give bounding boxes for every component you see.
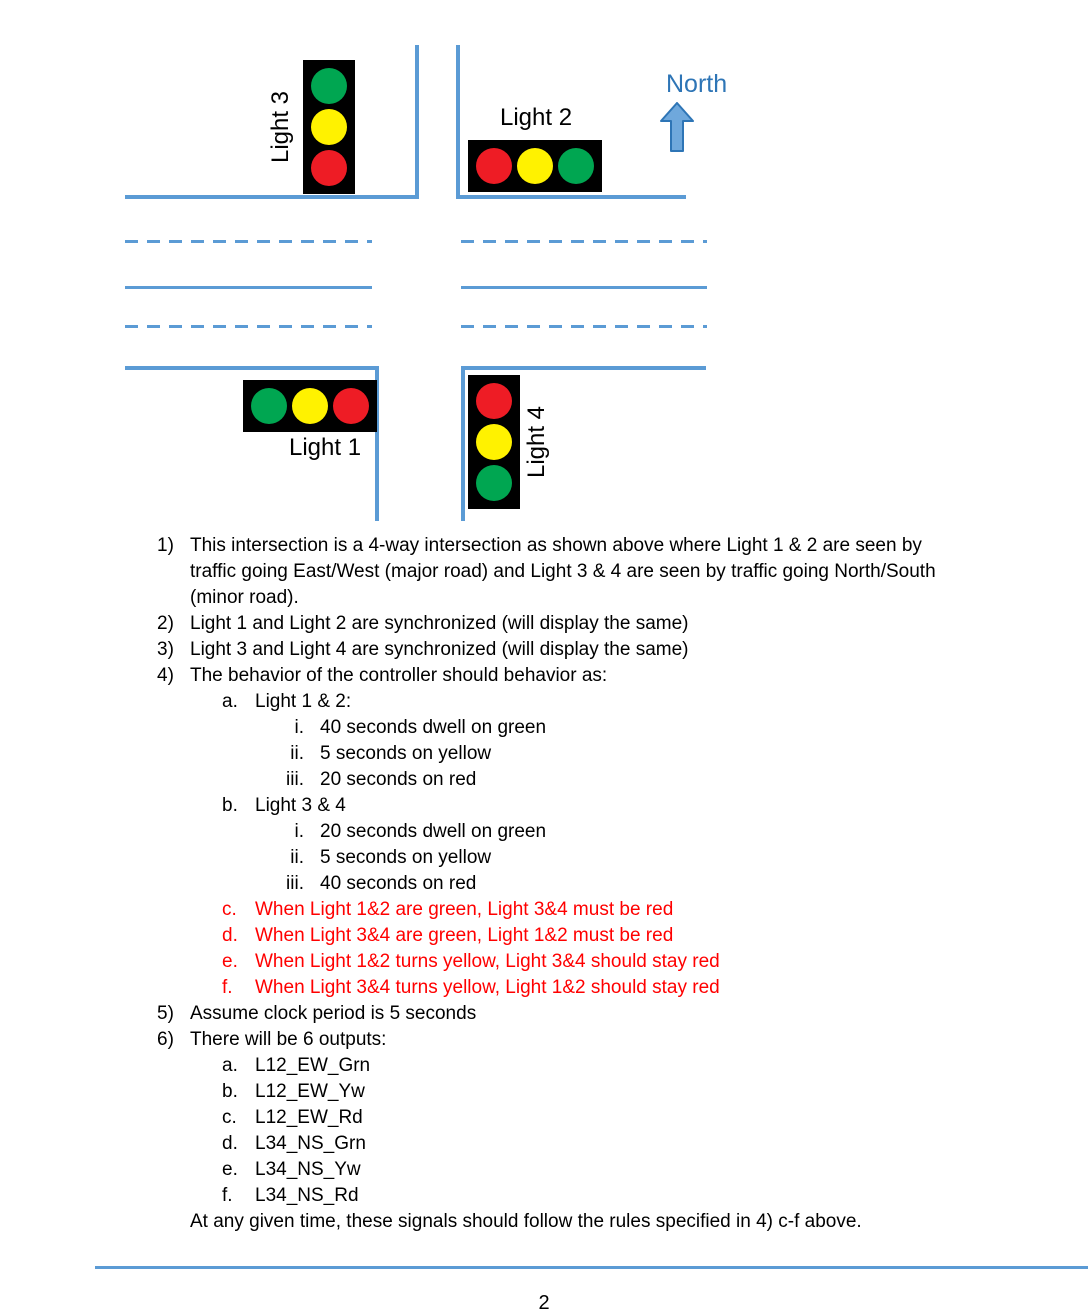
yellow-bulb	[517, 148, 553, 184]
green-bulb	[558, 148, 594, 184]
closing-note: At any given time, these signals should follow the rules specified in 4) c-f above.	[190, 1211, 862, 1232]
traffic-light-3	[303, 60, 355, 194]
list-marker: 5)	[157, 1003, 174, 1024]
list-text: L12_EW_Grn	[255, 1055, 371, 1076]
list-text: Assume clock period is 5 seconds	[190, 1003, 477, 1024]
list-text: Light 3 & 4	[255, 795, 346, 816]
page-number: 2	[538, 1292, 550, 1314]
output-item-d	[0, 1131, 960, 1157]
red-bulb	[311, 150, 347, 186]
list-text: 40 seconds on red	[320, 873, 477, 894]
list-marker: e.	[222, 951, 238, 972]
traffic-light-4	[468, 375, 520, 509]
list-item-4c-rule	[0, 897, 960, 923]
output-item-f	[0, 1183, 960, 1209]
list-marker: 4)	[157, 665, 174, 686]
road-edge-top-horizontal-right	[456, 195, 686, 199]
light4-label	[522, 375, 552, 509]
list-marker: 2)	[157, 613, 174, 634]
road-edge-bottom-vertical-right	[461, 366, 465, 521]
list-item-4b-ii	[0, 845, 960, 871]
list-item-4f-rule	[0, 975, 960, 1001]
list-text: The behavior of the controller should behavior as:	[190, 665, 608, 686]
list-item-4b	[0, 793, 960, 819]
list-marker: 3)	[157, 639, 174, 660]
list-marker: ii.	[290, 743, 304, 764]
lane-divider-dashed-upper-right	[461, 240, 707, 243]
north-arrow-icon	[660, 102, 694, 152]
list-item-4a-iii	[0, 767, 960, 793]
list-text: Light 3 and Light 4 are synchronized (will display the same)	[190, 639, 689, 660]
list-marker: a.	[222, 691, 238, 712]
list-text: 5 seconds on yellow	[320, 847, 492, 868]
list-text: When Light 1&2 are green, Light 3&4 must be red	[255, 899, 674, 920]
list-item-4e-rule	[0, 949, 960, 975]
green-bulb	[311, 68, 347, 104]
list-marker: d.	[222, 925, 238, 946]
road-edge-top-vertical-left	[415, 45, 419, 199]
list-text: 5 seconds on yellow	[320, 743, 492, 764]
list-item-4b-i	[0, 819, 960, 845]
lane-divider-dashed-upper-left	[125, 240, 372, 243]
list-item-4d-rule	[0, 923, 960, 949]
yellow-bulb	[292, 388, 328, 424]
light2-label: Light 2	[500, 104, 573, 131]
light1-label: Light 1	[289, 434, 362, 461]
list-marker: e.	[222, 1159, 238, 1180]
list-item-4	[0, 663, 960, 689]
page-border-line	[95, 1266, 1088, 1269]
list-marker: 6)	[157, 1029, 174, 1050]
list-item-4a-i	[0, 715, 960, 741]
list-marker: 1)	[157, 535, 174, 556]
output-item-b	[0, 1079, 960, 1105]
list-text: L12_EW_Yw	[255, 1081, 365, 1102]
red-bulb	[476, 383, 512, 419]
list-item-2	[0, 611, 960, 637]
road-edge-top-vertical-right	[456, 45, 460, 199]
list-text: This intersection is a 4-way intersection as shown above where Light 1 & 2 are seen by traffic going East/West (major road) and Light 3 & 4 are seen by traffic going North/South (minor road).	[190, 535, 936, 608]
list-item-3	[0, 637, 960, 663]
green-bulb	[476, 465, 512, 501]
list-text: When Light 3&4 are green, Light 1&2 must be red	[255, 925, 674, 946]
list-text: L34_NS_Yw	[255, 1159, 361, 1180]
list-text: There will be 6 outputs:	[190, 1029, 387, 1050]
list-marker: c.	[222, 899, 237, 920]
output-item-a	[0, 1053, 960, 1079]
intersection-diagram	[0, 0, 1088, 530]
list-marker: iii.	[286, 873, 304, 894]
list-marker: i.	[294, 717, 304, 738]
list-marker: b.	[222, 1081, 238, 1102]
red-bulb	[476, 148, 512, 184]
red-bulb	[333, 388, 369, 424]
light3-label	[266, 60, 296, 194]
yellow-bulb	[476, 424, 512, 460]
list-marker: f.	[222, 1185, 233, 1206]
green-bulb	[251, 388, 287, 424]
list-text: Light 1 and Light 2 are synchronized (will display the same)	[190, 613, 689, 634]
output-item-c	[0, 1105, 960, 1131]
list-item-4b-iii	[0, 871, 960, 897]
list-text: L34_NS_Rd	[255, 1185, 359, 1206]
yellow-bulb	[311, 109, 347, 145]
list-marker: ii.	[290, 847, 304, 868]
road-edge-bottom-horizontal-left	[125, 366, 379, 370]
north-label: North	[666, 70, 728, 98]
list-marker: f.	[222, 977, 233, 998]
list-text: 40 seconds dwell on green	[320, 717, 547, 738]
road-edge-bottom-horizontal-right	[461, 366, 706, 370]
traffic-light-2	[468, 140, 602, 192]
list-text: 20 seconds on red	[320, 769, 477, 790]
list-marker: i.	[294, 821, 304, 842]
assignment-text	[0, 533, 960, 1235]
light3-label-text: Light 3	[267, 90, 294, 164]
list-item-6	[0, 1027, 960, 1053]
list-item-4a-ii	[0, 741, 960, 767]
list-marker: a.	[222, 1055, 238, 1076]
list-marker: iii.	[286, 769, 304, 790]
light4-label-text: Light 4	[523, 405, 550, 479]
list-text: 20 seconds dwell on green	[320, 821, 547, 842]
list-item-1	[0, 533, 960, 611]
lane-divider-dashed-lower-left	[125, 325, 372, 328]
list-text: When Light 3&4 turns yellow, Light 1&2 should stay red	[255, 977, 720, 998]
list-text: Light 1 & 2:	[255, 691, 352, 712]
list-marker: b.	[222, 795, 238, 816]
list-text: L12_EW_Rd	[255, 1107, 363, 1128]
list-item-5	[0, 1001, 960, 1027]
lane-divider-dashed-lower-right	[461, 325, 707, 328]
list-text: When Light 1&2 turns yellow, Light 3&4 should stay red	[255, 951, 720, 972]
list-text: L34_NS_Grn	[255, 1133, 366, 1154]
output-item-e	[0, 1157, 960, 1183]
list-item-4a	[0, 689, 960, 715]
traffic-light-1	[243, 380, 377, 432]
list-marker: d.	[222, 1133, 238, 1154]
road-edge-top-horizontal-left	[125, 195, 417, 199]
center-line-right	[461, 286, 707, 289]
list-marker: c.	[222, 1107, 237, 1128]
center-line-left	[125, 286, 372, 289]
